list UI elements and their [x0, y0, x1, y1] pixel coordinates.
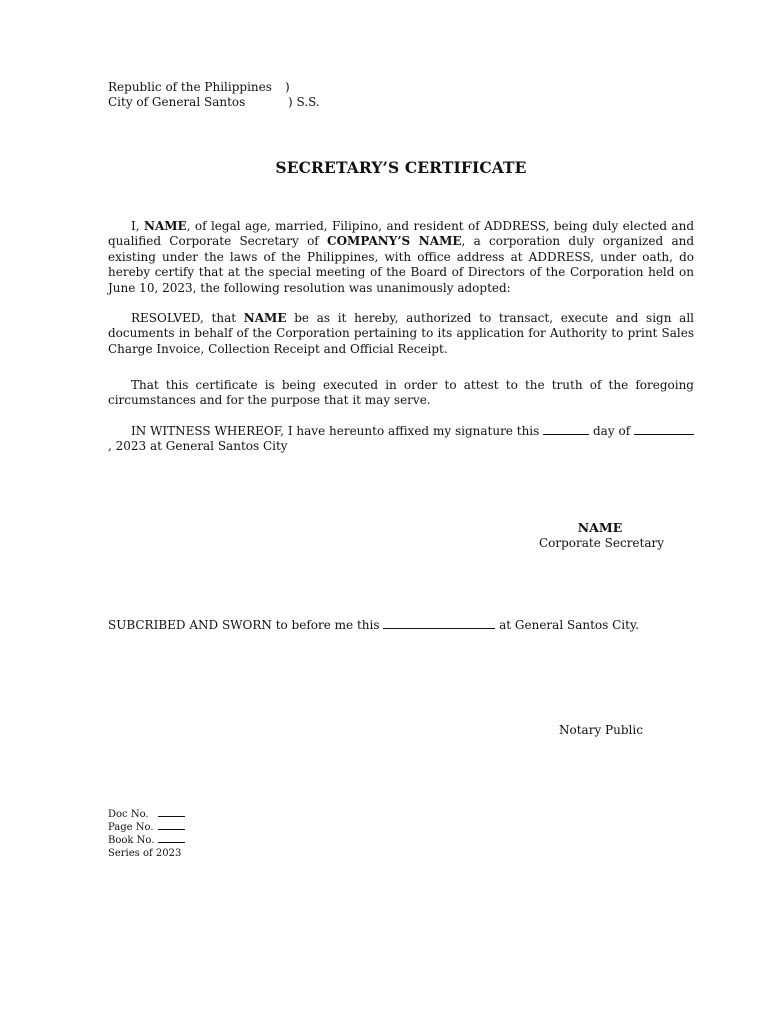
book-no-label: Book No. — [108, 835, 155, 846]
paragraph-resolution — [108, 311, 694, 357]
notarial-register-block — [108, 808, 185, 860]
venue-city: City of General Santos — [108, 95, 246, 109]
authorized-name-placeholder: NAME — [243, 311, 287, 325]
page-no-blank — [158, 828, 185, 830]
para1-text-middle: , of legal age, married, Filipino, and resident of ADDRESS, being duly elected and qualified Corporate Secretary of — [108, 219, 695, 249]
para3-text: That this certificate is being executed in order to attest to the truth of the foregoing circumstances and for the purpose that it may serve. — [108, 378, 694, 408]
secretary-name-placeholder: NAME — [143, 219, 187, 233]
day-blank — [543, 433, 589, 435]
series-label: Series of 2023 — [108, 848, 182, 859]
company-name-placeholder: COMPANY’S NAME — [327, 234, 462, 249]
jurat-line — [108, 618, 639, 632]
signatory-title: Corporate Secretary — [538, 536, 665, 550]
para2-text-end: be as it hereby, authorized to transact, execute and sign all documents in behalf of the Corporation pertaining to its application for Authority to print Sales Charge Invoice, Collection Receipt and Official Receipt. — [108, 311, 694, 356]
page-no-label: Page No. — [108, 822, 154, 833]
book-no-blank — [158, 841, 185, 843]
venue-ss: ) S.S. — [288, 95, 320, 109]
venue-block — [108, 80, 320, 110]
paragraph-certification — [108, 219, 694, 296]
venue-republic: Republic of the Philippines — [108, 80, 272, 94]
month-blank — [634, 433, 694, 435]
document-title: SECRETARY’S CERTIFICATE — [275, 158, 527, 177]
doc-no-blank — [158, 815, 185, 817]
signatory-name: NAME — [577, 520, 623, 535]
notary-public-label: Notary Public — [559, 723, 643, 737]
jurat-text-start: SUBCRIBED AND SWORN to before me this — [108, 618, 384, 632]
para4-text-middle: day of — [589, 424, 634, 438]
para4-text-end: , 2023 at General Santos City — [108, 439, 288, 454]
jurat-date-blank — [383, 627, 495, 629]
jurat-text-end: at General Santos City. — [495, 618, 639, 632]
para1-text-end: , a corporation duly organized and existing under the laws of the Philippines, with office address at ADDRESS, under oath, do hereby certify that at the special meeting of the Board of Directors of the Corporation held on June 10, 2023, the following resolution was unanimously adopted: — [108, 234, 695, 295]
venue-paren: ) — [285, 80, 290, 94]
paragraph-purpose — [108, 378, 694, 409]
paragraph-witness — [108, 424, 694, 455]
para2-text-start: RESOLVED, that — [131, 311, 244, 325]
doc-no-label: Doc No. — [108, 809, 149, 820]
para1-text-start: I, — [131, 219, 144, 233]
para4-text-start: IN WITNESS WHEREOF, I have hereunto affixed my signature this — [131, 424, 544, 438]
